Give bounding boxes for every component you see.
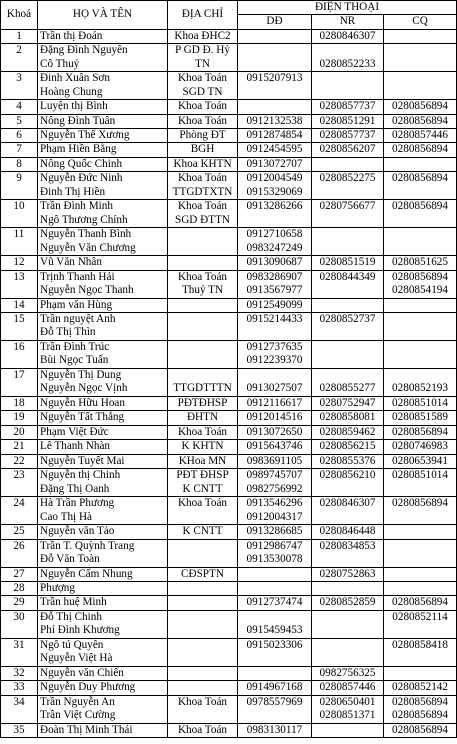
- cell-name: Vũ Văn Nhân: [38, 256, 168, 270]
- cell-phone-dd: [238, 100, 312, 114]
- cell-phone-dd: 0983286907 0913567977: [238, 270, 312, 298]
- header-ho-ten: HỌ VÀ TÊN: [38, 1, 168, 30]
- table-row: [1, 44, 457, 72]
- cell-phone-nr: 0280858081: [312, 411, 384, 425]
- cell-name: Đoàn Thị Minh Thái: [38, 723, 168, 737]
- cell-name: Trần Nguyễn An Trần Việt Cường: [38, 695, 168, 723]
- cell-phone-dd: 0912132538: [238, 114, 312, 128]
- cell-khoa: 19: [1, 411, 38, 425]
- cell-phone-nr: 0280756677: [312, 200, 384, 228]
- cell-address: [168, 666, 238, 680]
- cell-phone-dd: [238, 29, 312, 43]
- cell-khoa: 9: [1, 172, 38, 200]
- cell-khoa: 27: [1, 567, 38, 581]
- cell-address: [168, 581, 238, 595]
- cell-phone-nr: [312, 228, 384, 256]
- cell-khoa: 24: [1, 497, 38, 525]
- cell-name: Luyện thị Bình: [38, 100, 168, 114]
- cell-phone-cq: 0280856894: [384, 114, 457, 128]
- cell-address: Khoa Toán: [168, 695, 238, 723]
- header-dien-thoai: ĐIỆN THOẠI: [238, 1, 457, 15]
- cell-khoa: 30: [1, 610, 38, 638]
- cell-phone-cq: 0280856894: [384, 100, 457, 114]
- cell-phone-dd: 0983691105: [238, 454, 312, 468]
- cell-name: Trần thị Đoán: [38, 29, 168, 43]
- cell-phone-nr: 0280846448: [312, 525, 384, 539]
- cell-phone-dd: [238, 567, 312, 581]
- table-row: [1, 114, 457, 128]
- cell-phone-nr: 0280855376: [312, 454, 384, 468]
- cell-phone-nr: 0280852737: [312, 313, 384, 341]
- cell-address: P GD Đ. Hỷ TN: [168, 44, 238, 72]
- cell-name: Nông Đình Tuân: [38, 114, 168, 128]
- table-row: [1, 681, 457, 695]
- cell-phone-cq: [384, 539, 457, 567]
- cell-phone-nr: [312, 72, 384, 100]
- cell-phone-dd: 0912874854: [238, 129, 312, 143]
- cell-phone-cq: 0280852114: [384, 610, 457, 638]
- cell-phone-nr: [312, 157, 384, 171]
- cell-address: ĐHTN: [168, 411, 238, 425]
- cell-phone-nr: 0982756325: [312, 666, 384, 680]
- cell-khoa: 12: [1, 256, 38, 270]
- cell-name: Nguyễn Thanh Bình Nguyễn Văn Chương: [38, 228, 168, 256]
- cell-phone-cq: [384, 228, 457, 256]
- cell-address: BGH: [168, 143, 238, 157]
- cell-phone-dd: 0913546296 0912004317: [238, 497, 312, 525]
- table-row: [1, 411, 457, 425]
- cell-phone-dd: 0912986747 0913530078: [238, 539, 312, 567]
- table-row: [1, 666, 457, 680]
- cell-khoa: 15: [1, 313, 38, 341]
- table-row: [1, 695, 457, 723]
- cell-phone-dd: 0913090687: [238, 256, 312, 270]
- table-row: [1, 172, 457, 200]
- cell-phone-nr: [312, 723, 384, 737]
- cell-khoa: 23: [1, 469, 38, 497]
- cell-phone-cq: 0280851589: [384, 411, 457, 425]
- cell-khoa: 31: [1, 638, 38, 666]
- table-row: [1, 72, 457, 100]
- cell-khoa: 22: [1, 454, 38, 468]
- cell-address: [168, 256, 238, 270]
- cell-khoa: 11: [1, 228, 38, 256]
- cell-phone-nr: [312, 638, 384, 666]
- cell-phone-nr: [312, 341, 384, 369]
- cell-name: Nguyễn văn Tảo: [38, 525, 168, 539]
- cell-phone-cq: [384, 44, 457, 72]
- cell-phone-cq: [384, 72, 457, 100]
- cell-name: Trần nguyệt Anh Đỗ Thị Thìn: [38, 313, 168, 341]
- cell-name: Phạm Việt Đức: [38, 425, 168, 439]
- cell-phone-dd: 0913072650: [238, 425, 312, 439]
- cell-khoa: 25: [1, 525, 38, 539]
- table-row: [1, 397, 457, 411]
- cell-name: Trần Đình Minh Ngô Thương Chính: [38, 200, 168, 228]
- cell-phone-dd: 0978557969: [238, 695, 312, 723]
- cell-name: Hà Trần Phương Cao Thị Hà: [38, 497, 168, 525]
- cell-name: Nguyễn Đức Ninh Đinh Thị Hiền: [38, 172, 168, 200]
- cell-khoa: 10: [1, 200, 38, 228]
- table-row: [1, 341, 457, 369]
- cell-khoa: 16: [1, 341, 38, 369]
- cell-name: Nguyễn Cẩm Nhung: [38, 567, 168, 581]
- cell-phone-cq: [384, 157, 457, 171]
- table-row: [1, 157, 457, 171]
- cell-address: TTGDTTTN: [168, 369, 238, 397]
- cell-address: [168, 539, 238, 567]
- cell-khoa: 1: [1, 29, 38, 43]
- cell-khoa: 14: [1, 298, 38, 312]
- cell-address: Khoa Toán SGD ĐTTN: [168, 200, 238, 228]
- cell-phone-cq: [384, 567, 457, 581]
- cell-address: Khoa Toán: [168, 425, 238, 439]
- table-row: [1, 200, 457, 228]
- cell-address: Khoa Toán: [168, 100, 238, 114]
- cell-phone-cq: 0280856894: [384, 425, 457, 439]
- header-dia-chi: ĐỊA CHỈ: [168, 1, 238, 30]
- cell-phone-nr: [312, 610, 384, 638]
- cell-name: Ngô tú Quyên Nguyễn Việt Hà: [38, 638, 168, 666]
- cell-phone-dd: [238, 666, 312, 680]
- cell-phone-nr: 0280846307: [312, 29, 384, 43]
- cell-address: CĐSPTN: [168, 567, 238, 581]
- cell-phone-dd: 0912004549 0915329069: [238, 172, 312, 200]
- table-body: [1, 29, 457, 737]
- cell-name: Đinh Xuân Sơn Hoàng Chung: [38, 72, 168, 100]
- cell-address: Khoa Toán TTGDTXTN: [168, 172, 238, 200]
- cell-phone-dd: 0912116617: [238, 397, 312, 411]
- cell-khoa: 28: [1, 581, 38, 595]
- table-row: [1, 369, 457, 397]
- cell-phone-nr: [312, 298, 384, 312]
- cell-khoa: 20: [1, 425, 38, 439]
- cell-phone-nr: 0280859462: [312, 425, 384, 439]
- cell-phone-cq: 0280851625: [384, 256, 457, 270]
- cell-name: Phượng: [38, 581, 168, 595]
- cell-name: Nguyễn văn Chiến: [38, 666, 168, 680]
- cell-phone-nr: 0280855277: [312, 369, 384, 397]
- cell-phone-nr: 0280857737: [312, 129, 384, 143]
- cell-address: [168, 596, 238, 610]
- cell-phone-dd: 0912014516: [238, 411, 312, 425]
- cell-phone-cq: 0280856894 0280854194: [384, 270, 457, 298]
- cell-phone-nr: 0280852275: [312, 172, 384, 200]
- cell-name: Phạm Hiền Bằng: [38, 143, 168, 157]
- cell-phone-dd: 0912737474: [238, 596, 312, 610]
- cell-phone-dd: 0912710658 0983247249: [238, 228, 312, 256]
- table-row: [1, 100, 457, 114]
- cell-phone-dd: 0912737635 0912239370: [238, 341, 312, 369]
- cell-phone-nr: 0280752863: [312, 567, 384, 581]
- cell-address: [168, 638, 238, 666]
- table-row: [1, 29, 457, 43]
- table-row: [1, 313, 457, 341]
- table-row: [1, 228, 457, 256]
- header-khoa: Khoá: [1, 1, 38, 30]
- cell-name: Nguyễn Thế Xương: [38, 129, 168, 143]
- cell-name: Trần huệ Minh: [38, 596, 168, 610]
- cell-phone-cq: [384, 525, 457, 539]
- cell-name: Đỗ Thị Chinh Phí Đình Khương: [38, 610, 168, 638]
- table-row: [1, 638, 457, 666]
- table-row: [1, 143, 457, 157]
- cell-address: KHoa MN: [168, 454, 238, 468]
- table-row: [1, 256, 457, 270]
- cell-khoa: 3: [1, 72, 38, 100]
- cell-phone-nr: 0280852859: [312, 596, 384, 610]
- cell-phone-nr: 0280856210: [312, 469, 384, 497]
- cell-phone-dd: 0913027507: [238, 369, 312, 397]
- cell-address: Khoa ĐHC2: [168, 29, 238, 43]
- cell-phone-nr: 0280857446: [312, 681, 384, 695]
- cell-phone-cq: [384, 581, 457, 595]
- cell-phone-dd: 0915023306: [238, 638, 312, 666]
- cell-address: Khoa Toán: [168, 114, 238, 128]
- table-row: [1, 610, 457, 638]
- cell-name: Nguyễn Duy Phương: [38, 681, 168, 695]
- cell-khoa: 5: [1, 114, 38, 128]
- cell-phone-nr: 0280856207: [312, 143, 384, 157]
- cell-address: [168, 298, 238, 312]
- table-row: [1, 425, 457, 439]
- cell-phone-nr: [312, 581, 384, 595]
- cell-phone-nr: 0280857737: [312, 100, 384, 114]
- cell-phone-dd: 0913072707: [238, 157, 312, 171]
- cell-khoa: 26: [1, 539, 38, 567]
- cell-phone-cq: 0280852142: [384, 681, 457, 695]
- cell-name: Nông Quốc Chinh: [38, 157, 168, 171]
- cell-khoa: 29: [1, 596, 38, 610]
- cell-address: Khoa Toán: [168, 723, 238, 737]
- cell-khoa: 34: [1, 695, 38, 723]
- cell-phone-nr: 0280846307: [312, 497, 384, 525]
- cell-address: K KHTN: [168, 440, 238, 454]
- cell-phone-dd: 0914967168: [238, 681, 312, 695]
- cell-name: Trịnh Thanh Hải Nguyễn Ngọc Thanh: [38, 270, 168, 298]
- table-row: [1, 454, 457, 468]
- cell-phone-dd: 0913286266: [238, 200, 312, 228]
- cell-phone-cq: 0280858418: [384, 638, 457, 666]
- table-row: [1, 539, 457, 567]
- cell-address: PĐT ĐHSP K CNTT: [168, 469, 238, 497]
- cell-phone-cq: 0280856894: [384, 172, 457, 200]
- table-row: [1, 298, 457, 312]
- cell-address: [168, 341, 238, 369]
- cell-phone-cq: 0280653941: [384, 454, 457, 468]
- cell-phone-cq: 0280851014: [384, 469, 457, 497]
- cell-address: [168, 313, 238, 341]
- cell-khoa: 6: [1, 129, 38, 143]
- table-row: [1, 525, 457, 539]
- cell-name: Phạm văn Hùng: [38, 298, 168, 312]
- cell-phone-nr: 0280844349: [312, 270, 384, 298]
- cell-phone-cq: [384, 313, 457, 341]
- cell-address: Khoa Toán: [168, 497, 238, 525]
- table-row: [1, 497, 457, 525]
- cell-khoa: 2: [1, 44, 38, 72]
- cell-phone-cq: 0280856894: [384, 143, 457, 157]
- cell-phone-cq: [384, 29, 457, 43]
- cell-address: K CNTT: [168, 525, 238, 539]
- cell-address: [168, 681, 238, 695]
- table-row: [1, 270, 457, 298]
- header-nr: NR: [312, 15, 384, 29]
- cell-phone-dd: 0915459453: [238, 610, 312, 638]
- table-row: [1, 581, 457, 595]
- table-row: [1, 567, 457, 581]
- cell-khoa: 17: [1, 369, 38, 397]
- cell-khoa: 21: [1, 440, 38, 454]
- cell-phone-nr: 0280834853: [312, 539, 384, 567]
- cell-address: [168, 610, 238, 638]
- cell-address: Khoa Toán Thuỷ TN: [168, 270, 238, 298]
- header-dd: DĐ: [238, 15, 312, 29]
- cell-name: Lê Thanh Nhàn: [38, 440, 168, 454]
- cell-address: Khoa KHTN: [168, 157, 238, 171]
- cell-phone-dd: 0912549099: [238, 298, 312, 312]
- cell-name: Nguyễn Thị Dung Nguyễn Ngọc Vịnh: [38, 369, 168, 397]
- table-row: [1, 129, 457, 143]
- cell-phone-nr: 0280851291: [312, 114, 384, 128]
- cell-khoa: 7: [1, 143, 38, 157]
- cell-phone-cq: 0280856894: [384, 497, 457, 525]
- table-row: [1, 469, 457, 497]
- cell-phone-cq: 0280852193: [384, 369, 457, 397]
- cell-name: Nguyễn Tuyết Mai: [38, 454, 168, 468]
- cell-phone-dd: [238, 44, 312, 72]
- cell-khoa: 33: [1, 681, 38, 695]
- cell-khoa: 18: [1, 397, 38, 411]
- cell-phone-cq: 0280746983: [384, 440, 457, 454]
- cell-phone-nr: 0280852233: [312, 44, 384, 72]
- table-row: [1, 723, 457, 737]
- cell-khoa: 32: [1, 666, 38, 680]
- cell-name: Nguyễn thị Chinh Đặng Thị Oanh: [38, 469, 168, 497]
- cell-address: Phòng ĐT: [168, 129, 238, 143]
- table-row: [1, 440, 457, 454]
- cell-phone-dd: 0983130117: [238, 723, 312, 737]
- cell-khoa: 35: [1, 723, 38, 737]
- cell-address: [168, 228, 238, 256]
- cell-khoa: 13: [1, 270, 38, 298]
- cell-address: Khoa Toán SGD TN: [168, 72, 238, 100]
- cell-phone-dd: 0915214433: [238, 313, 312, 341]
- cell-phone-cq: 0280856894 0280856894: [384, 695, 457, 723]
- cell-phone-cq: 0280856894: [384, 596, 457, 610]
- cell-name: Trần T. Quỳnh Trang Đỗ Văn Toàn: [38, 539, 168, 567]
- table-row: [1, 596, 457, 610]
- cell-name: Nguyễn Hữu Hoan: [38, 397, 168, 411]
- cell-phone-dd: [238, 581, 312, 595]
- cell-phone-nr: 0280650401 0280851371: [312, 695, 384, 723]
- cell-phone-cq: 0280857446: [384, 129, 457, 143]
- cell-khoa: 4: [1, 100, 38, 114]
- cell-phone-dd: 0913286685: [238, 525, 312, 539]
- cell-phone-dd: 0912454595: [238, 143, 312, 157]
- cell-phone-cq: 0280856894: [384, 723, 457, 737]
- cell-phone-dd: 0915643746: [238, 440, 312, 454]
- cell-phone-nr: 0280851519: [312, 256, 384, 270]
- cell-khoa: 8: [1, 157, 38, 171]
- cell-phone-cq: 0280851014: [384, 397, 457, 411]
- cell-phone-dd: 0989745707 0982756992: [238, 469, 312, 497]
- cell-phone-cq: 0280856894: [384, 200, 457, 228]
- cell-phone-dd: 0915207913: [238, 72, 312, 100]
- cell-phone-nr: 0280856215: [312, 440, 384, 454]
- cell-address: PĐTĐHSP: [168, 397, 238, 411]
- cell-name: Đặng Đình Nguyên Cô Thuỷ: [38, 44, 168, 72]
- cell-name: Trần Đình Trúc Bùi Ngọc Tuấn: [38, 341, 168, 369]
- cell-phone-cq: [384, 298, 457, 312]
- cell-phone-cq: [384, 666, 457, 680]
- cell-phone-cq: [384, 341, 457, 369]
- header-cq: CQ: [384, 15, 457, 29]
- cell-phone-nr: 0280752947: [312, 397, 384, 411]
- cell-name: Nguyễn Tất Thắng: [38, 411, 168, 425]
